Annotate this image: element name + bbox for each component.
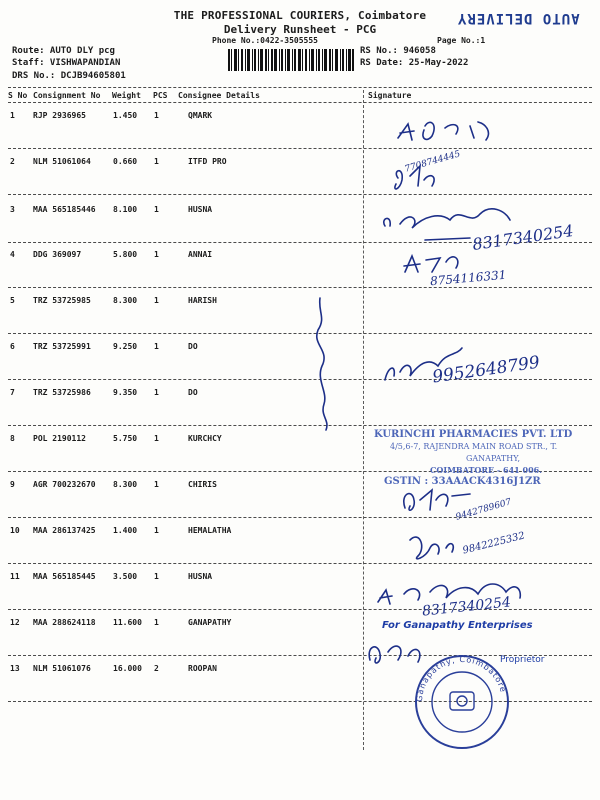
kurinchi-stamp-area: GANAPATHY, [466, 454, 521, 463]
cell-pcs: 1 [154, 572, 159, 581]
cell-pcs: 1 [154, 157, 159, 166]
cell-pcs: 1 [154, 250, 159, 259]
cell-consignment: TRZ 53725986 [33, 388, 91, 397]
col-consignment: Consignment No [33, 91, 101, 100]
cell-sno: 7 [10, 388, 15, 397]
cell-weight: 11.600 [113, 618, 142, 627]
cell-consignee: QMARK [188, 111, 213, 120]
cell-pcs: 1 [154, 526, 159, 535]
handwritten-phone-row-3: 8317340254 [471, 221, 575, 254]
cell-sno: 6 [10, 342, 15, 351]
cell-consignment: RJP 2936965 [33, 111, 86, 120]
cell-weight: 5.750 [113, 434, 138, 443]
cell-consignee: ITFD PRO [188, 157, 227, 166]
cell-consignee: HUSNA [188, 205, 213, 214]
company-title: THE PROFESSIONAL COURIERS, Coimbatore [173, 9, 427, 22]
col-signature: Signature [368, 91, 412, 100]
cell-consignee: KURCHCY [188, 434, 222, 443]
cell-consignment: NLM 51061064 [33, 157, 91, 166]
cell-sno: 2 [10, 157, 15, 166]
cell-consignment: NLM 51061076 [33, 664, 91, 673]
cell-consignment: TRZ 53725991 [33, 342, 91, 351]
cell-sno: 4 [10, 250, 15, 259]
ganapathy-enterprises-stamp: For Ganapathy Enterprises [382, 620, 533, 631]
handwritten-phone-row-6: 9952648799 [431, 352, 542, 388]
cell-consignee: HARISH [188, 296, 217, 305]
cell-weight: 8.100 [113, 205, 138, 214]
kurinchi-stamp-city: COIMBATORE - 641 006. [430, 465, 542, 475]
cell-consignee: HEMALATHA [188, 526, 232, 535]
route-label: Route: AUTO DLY pcg [12, 46, 115, 56]
cell-pcs: 1 [154, 205, 159, 214]
cell-consignee: CHIRIS [188, 480, 217, 489]
cell-consignment: POL 2190112 [33, 434, 86, 443]
drs-number: DRS No.: DCJB94605801 [12, 71, 126, 81]
cell-consignment: MAA 565185446 [33, 205, 96, 214]
cell-weight: 16.000 [113, 664, 142, 673]
handwritten-phone-row-2: 7708744445 [403, 149, 462, 175]
cell-consignee: DO [188, 388, 198, 397]
cell-sno: 3 [10, 205, 15, 214]
cell-pcs: 1 [154, 618, 159, 627]
cell-sno: 11 [10, 572, 20, 581]
cell-pcs: 1 [154, 388, 159, 397]
cell-sno: 13 [10, 664, 20, 673]
handwritten-phone-row-9: 9442789607 [454, 497, 513, 523]
cell-pcs: 1 [154, 434, 159, 443]
page-number: Page No.:1 [437, 36, 486, 45]
col-sno: S No [8, 91, 28, 100]
cell-weight: 9.250 [113, 342, 138, 351]
cell-pcs: 1 [154, 342, 159, 351]
cell-sno: 10 [10, 526, 20, 535]
proprietor-label: Proprietor [500, 655, 545, 665]
handwritten-phone-row-11: 8317340254 [421, 594, 512, 620]
cell-sno: 8 [10, 434, 15, 443]
cell-sno: 9 [10, 480, 15, 489]
cell-consignee: GANAPATHY [188, 618, 232, 627]
cell-consignment: DDG 369097 [33, 250, 82, 259]
kurinchi-stamp-name: KURINCHI PHARMACIES PVT. LTD [374, 429, 573, 440]
cell-weight: 1.450 [113, 111, 138, 120]
cell-consignee: ANNAI [188, 250, 213, 259]
cell-consignee: DO [188, 342, 198, 351]
document-title: Delivery Runsheet - PCG [223, 23, 377, 36]
cell-weight: 3.500 [113, 572, 138, 581]
cell-pcs: 1 [154, 111, 159, 120]
staff-label: Staff: VISHWAPANDIAN [12, 58, 121, 68]
handwritten-phone-row-10: 9842225332 [461, 530, 527, 557]
handwritten-phone-row-4: 8754116331 [429, 267, 507, 289]
cell-pcs: 1 [154, 480, 159, 489]
cell-pcs: 2 [154, 664, 159, 673]
col-weight: Weight [112, 91, 141, 100]
auto-delivery-stamp: AUTO DELIVERY [457, 10, 580, 26]
rs-number: RS No.: 946058 [360, 46, 436, 56]
cell-consignment: TRZ 53725985 [33, 296, 91, 305]
cell-consignment: MAA 288624118 [33, 618, 96, 627]
cell-consignment: MAA 286137425 [33, 526, 96, 535]
kurinchi-stamp-gstin: GSTIN : 33AAACK4316J1ZR [384, 476, 541, 487]
kurinchi-stamp-address: 4/5,6-7, RAJENDRA MAIN ROAD STR., T. [390, 442, 558, 451]
cell-weight: 9.350 [113, 388, 138, 397]
cell-consignee: HUSNA [188, 572, 213, 581]
cell-sno: 5 [10, 296, 15, 305]
col-pcs: PCS [153, 91, 168, 100]
cell-sno: 1 [10, 111, 15, 120]
cell-sno: 12 [10, 618, 20, 627]
rs-date: RS Date: 25-May-2022 [360, 58, 469, 68]
cell-weight: 5.800 [113, 250, 138, 259]
col-consignee: Consignee Details [178, 91, 260, 100]
phone-number: Phone No.:0422-3505555 [212, 36, 318, 45]
svg-text:Ganapathy, Coimbatore: Ganapathy, Coimbatore [414, 654, 508, 703]
cell-weight: 8.300 [113, 296, 138, 305]
cell-consignment: MAA 565185445 [33, 572, 96, 581]
cell-weight: 8.300 [113, 480, 138, 489]
cell-consignee: ROOPAN [188, 664, 217, 673]
cell-weight: 1.400 [113, 526, 138, 535]
cell-weight: 0.660 [113, 157, 138, 166]
cell-consignment: AGR 700232670 [33, 480, 96, 489]
cell-pcs: 1 [154, 296, 159, 305]
